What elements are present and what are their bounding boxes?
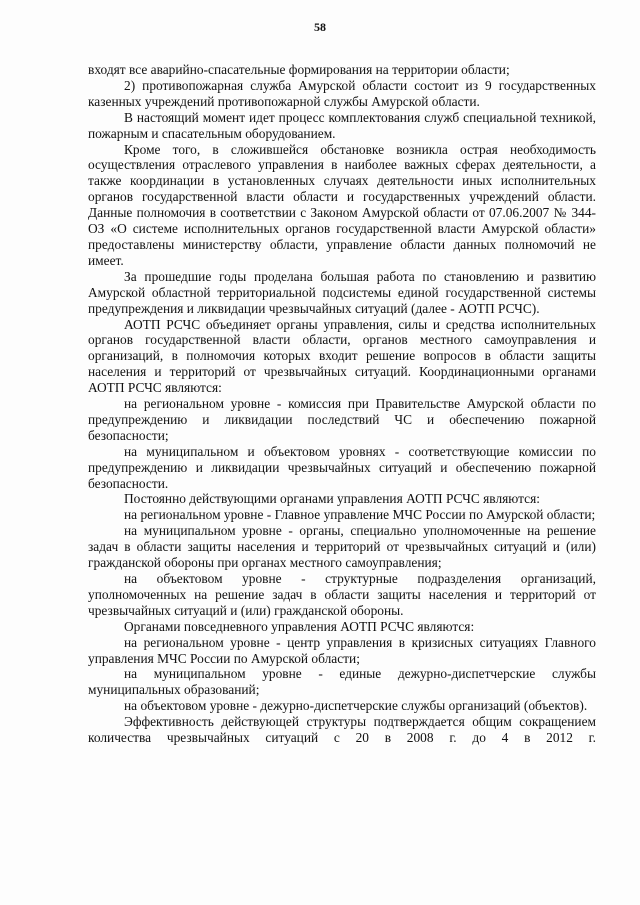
page-number: 58 xyxy=(314,20,326,34)
paragraph: входят все аварийно-спасательные формирования на территории области; xyxy=(88,62,510,77)
paragraph: За прошедшие годы проделана большая работа по становлению и развитию Амурской областной территориальной подсистемы единой государственной системы предупреждения и ликвидации чрезвычайных ситуаций (далее - АОТП РСЧС). xyxy=(88,268,596,316)
paragraph: Постоянно действующими органами управления АОТП РСЧС являются: xyxy=(124,491,540,507)
document-body xyxy=(88,62,596,746)
paragraph: Кроме того, в сложившейся обстановке возникла острая необходимость осуществления отраслевого управления в наиболее важных сферах деятельности, а также координации в установленных случаях деятельности иных исполнительных органов государственной власти области и государственных учреждений области. Данные полномочия в соответствии с Законом Амурской области от 07.06.2007 № 344-ОЗ «О системе исполнительных органов государственной власти Амурской области» предоставлены министерству области, управление области данных полномочий не имеет. xyxy=(88,141,596,268)
paragraph: на региональном уровне - Главное управление МЧС России по Амурской области; xyxy=(124,507,596,523)
paragraph: 2) противопожарная служба Амурской области состоит из 9 государственных казенных учреждений противопожарной службы Амурской области. xyxy=(88,77,596,109)
paragraph: на объектовом уровне - структурные подразделения организаций, уполномоченных на решение задач в области защиты населения и территорий от чрезвычайных ситуаций и (или) гражданской обороны. xyxy=(88,571,596,618)
paragraph: на муниципальном и объектовом уровнях - соответствующие комиссии по предупреждению и ликвидации чрезвычайных ситуаций и обеспечению пожарной безопасности. xyxy=(88,443,596,491)
paragraph: на муниципальном уровне - единые дежурно-диспетчерские службы муниципальных образований; xyxy=(88,666,596,698)
paragraph: на объектовом уровне - дежурно-диспетчерские службы организаций (объектов). xyxy=(124,698,588,714)
paragraph: на региональном уровне - комиссия при Правительстве Амурской области по предупреждению и ликвидации последствий ЧС и обеспечению пожарной безопасности; xyxy=(88,396,596,443)
paragraph: Эффективность действующей структуры подтверждается общим сокращением количества чрезвычайных ситуаций с 20 в 2008 г. до 4 в 2012 г. xyxy=(88,714,596,746)
paragraph: на региональном уровне - центр управления в кризисных ситуациях Главного управления МЧС России по Амурской области; xyxy=(88,634,596,666)
paragraph: В настоящий момент идет процесс комплектования служб специальной техникой, пожарным и спасательным оборудованием. xyxy=(88,109,596,141)
paragraph: АОТП РСЧС объединяет органы управления, силы и средства исполнительных органов государственной власти области, органов местного самоуправления и организаций, в полномочия которых входит решение вопросов в области защиты населения и территорий от чрезвычайных ситуаций. Координационными органами АОТП РСЧС являются: xyxy=(88,316,596,396)
paragraph: Органами повседневного управления АОТП РСЧС являются: xyxy=(124,618,475,634)
paragraph: на муниципальном уровне - органы, специально уполномоченные на решение задач в области защиты населения и территорий от чрезвычайных ситуаций и (или) гражданской обороны при органах местного самоуправления; xyxy=(88,523,596,571)
